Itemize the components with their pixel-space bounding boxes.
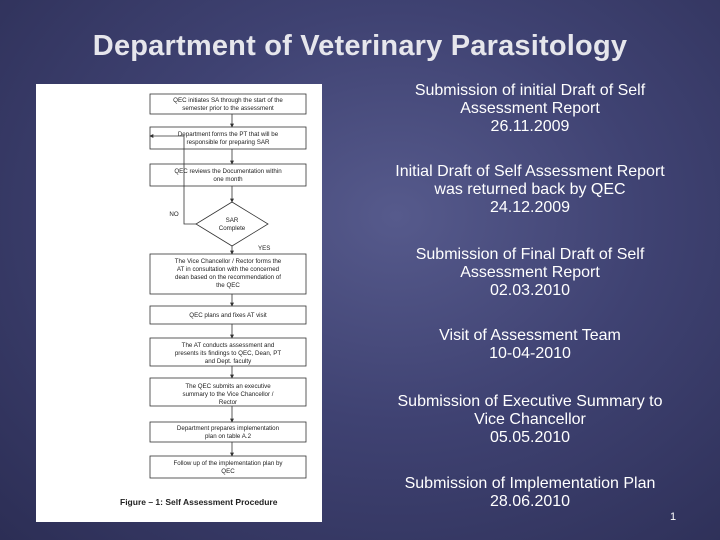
flow-step-7b: presents its findings to QEC, Dean, PT [174,350,282,357]
flow-decision-b: Complete [218,225,246,232]
event-date: 02.03.2010 [489,282,571,299]
event-text: Initial Draft of Self Assessment Report [395,163,665,180]
flow-step-3a: QEC reviews the Documentation within [174,168,282,175]
flow-yes-label: YES [258,245,271,252]
flow-step-8c: Rector [218,399,238,406]
flow-step-8b: summary to the Vice Chancellor / [182,391,274,398]
flow-step-9a: Department prepares implementation [176,425,280,432]
flowchart-caption: Figure – 1: Self Assessment Procedure [120,497,278,507]
flow-step-6: QEC plans and fixes AT visit [189,312,267,319]
flow-step-2a: Department forms the PT that will be [177,131,279,138]
event-text: Vice Chancellor [474,411,586,428]
event-text: Submission of Implementation Plan [404,475,656,492]
flow-step-10b: QEC [221,468,235,475]
slide-title: Department of Veterinary Parasitology [92,30,628,62]
event-date: 10-04-2010 [489,345,571,362]
event-date: 24.12.2009 [489,199,571,216]
timeline-event-executive-summary [360,393,700,447]
timeline-event-final-draft [360,246,700,300]
event-text: Submission of Final Draft of Self [415,246,645,263]
flow-step-5d: the QEC [216,282,240,289]
event-text: was returned back by QEC [434,181,626,198]
event-date: 26.11.2009 [490,118,570,135]
timeline-event-initial-draft [360,82,700,136]
flowchart-diagram [36,84,322,522]
flowchart-figure [36,84,322,522]
timeline-event-returned [360,163,700,217]
event-date: 28.06.2010 [489,493,571,510]
flow-decision [196,202,268,246]
event-date: 05.05.2010 [489,429,571,446]
page-number: 1 [670,511,677,523]
flow-step-7c: and Dept. faculty [204,358,252,365]
flow-step-10a: Follow up of the implementation plan by [173,460,283,467]
flow-step-1b: semester prior to the assessment [182,105,274,112]
flow-step-5b: AT in consultation with the concerned [176,266,280,273]
flow-step-9b: plan on table A.2 [204,433,252,440]
event-text: Submission of initial Draft of Self [414,82,646,99]
flow-step-2b: responsible for preparing SAR [186,139,270,146]
flow-decision-a: SAR [225,217,239,224]
flow-step-8a: The QEC submits an executive [185,383,271,390]
timeline-event-visit [360,327,700,363]
flow-step-3b: one month [213,176,243,183]
flow-step-5a: The Vice Chancellor / Rector forms the [174,258,282,265]
event-text: Visit of Assessment Team [439,327,621,344]
flow-no-label: NO [169,211,179,218]
flow-step-7a: The AT conducts assessment and [181,342,275,349]
timeline-event-implementation-plan [360,475,700,511]
flow-step-1a: QEC initiates SA through the start of the [173,97,283,104]
event-text: Assessment Report [460,100,600,117]
flow-step-5c: dean based on the recommendation of [175,274,281,281]
event-text: Submission of Executive Summary to [397,393,663,410]
event-text: Assessment Report [460,264,600,281]
